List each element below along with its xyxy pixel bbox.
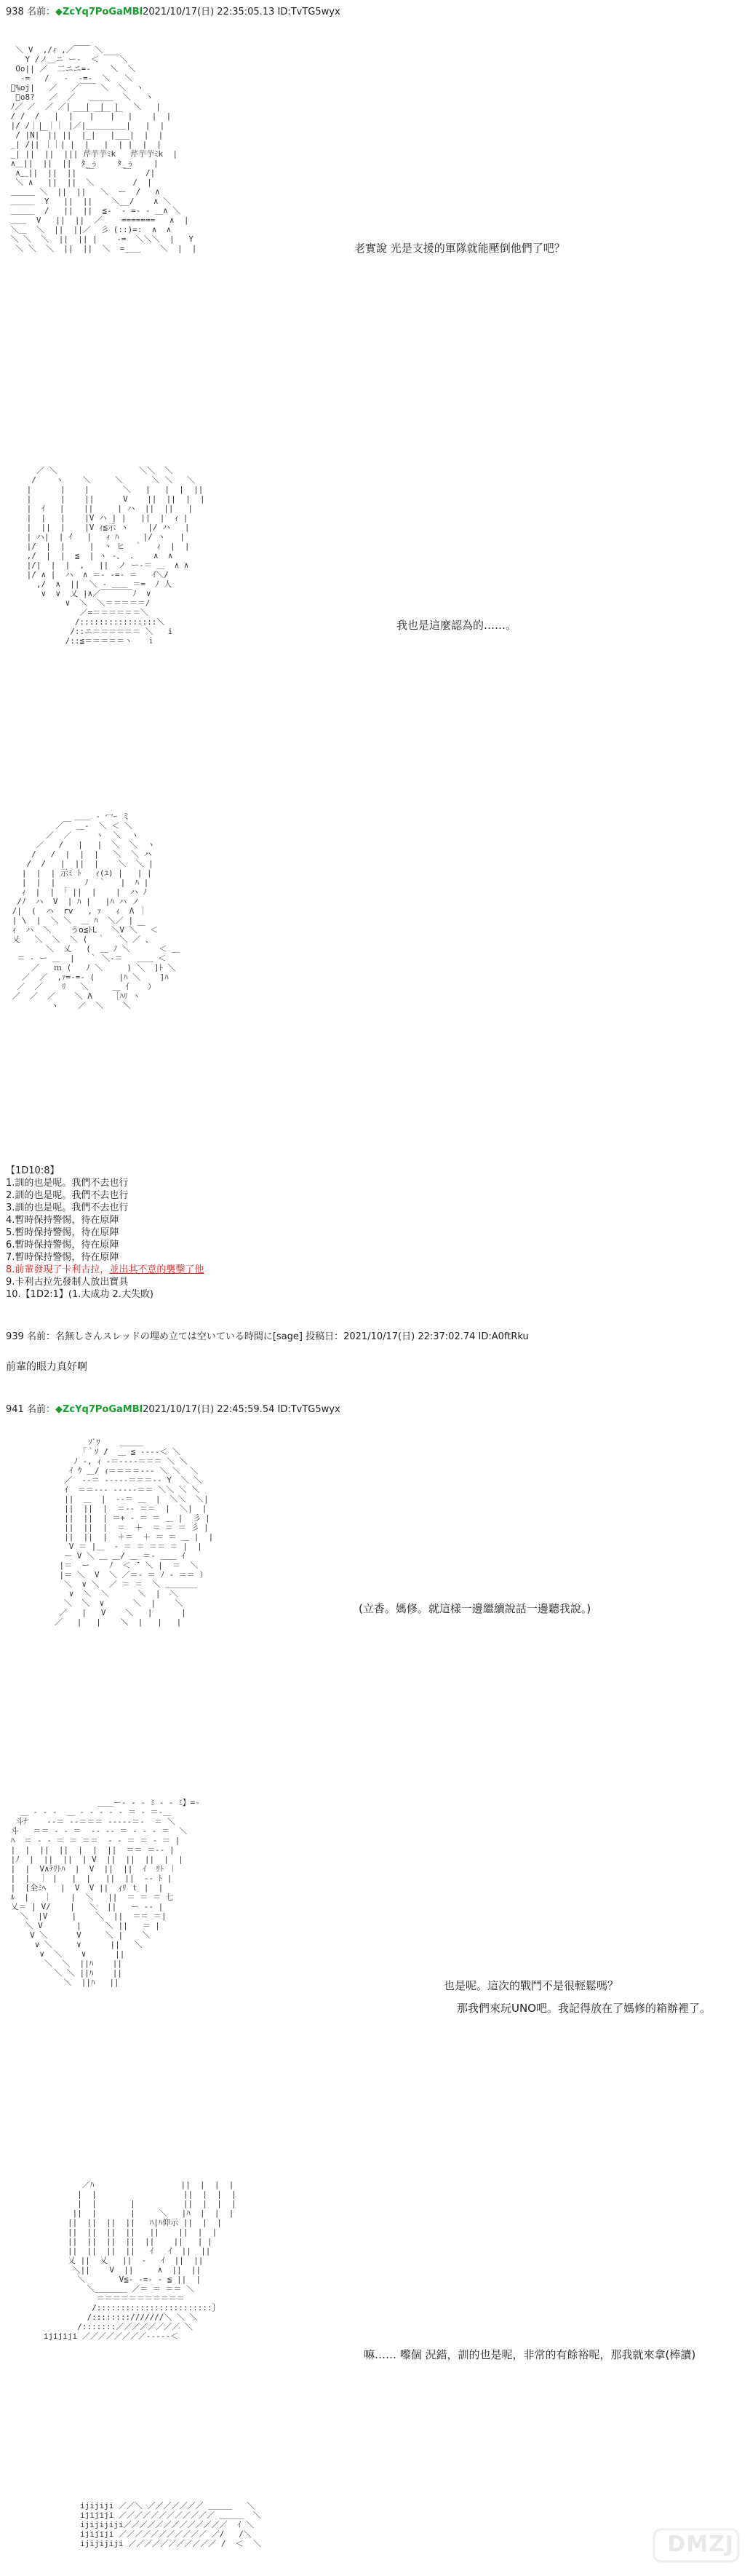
dialogue-line: 老實說 光是支援的軍隊就能壓倒他們了吧？ — [354, 242, 565, 255]
dialogue-line: (立香。媽修。就這樣一邊繼續說話一邊聽我說。) — [359, 1602, 591, 1615]
post-number[interactable]: 939 — [6, 1331, 24, 1342]
choice-item: 4.暫時保持警惕，待在原陣 — [6, 1215, 119, 1226]
ascii-art-panel-1: ＼ V ,/ｨ ,／￣￣ ＼ Y /ノ＿ニ ー‐ ＜ ￣￣＼ Oo|| ／ 二ニニ=‐ ＼ ＼ -= / ‐ ‐=‐ ＼ ＼ ﾞ%oj| ／ ／￣￣ ＼ ＼ ヽ ﾟo8? ／ ／ ＿＿＿ ＼ ヽ ﾉ／ ／ ／ ／| | | | ＼ | / / / | |￣￣|￣￣|￣ | | | |/ /｜| ｜｜ |／|＿＿＿＿＿| | | / |N|￣|| || |_| |___| | | _| /|| ｜｜| | | | | | | | _| || || ||| 芹芋芋ﾐk 芹芋芋ﾐk | ∧＿|| || || ﾀ_ぅ ﾀ_ぅ | ∧＿|| || || ￣ ￣ /| ＼ ∧ || || ＼ / | ＿＿＿ ＼ || || ＼ ー / ∧ ＿＿＿ Y || || ＼__/ ∧ ＼ ＿＿＿ / || || ≦‐ ‐ =‐ - ＿∧ ＼ ＿＿ V || || ／ ======= ∧ | ＼＿ ＼ || ||／ 彡 (::)=: ∧ ∧ ＼ ＼ ＼ || || | -= ＼＼＼ | Y ＼ ＼ ＼ || || ＼ =＿＿ ＼ | | — [6, 45, 197, 253]
name-label: 名前： — [26, 1331, 55, 1342]
choice-list — [6, 1165, 204, 1301]
post-meta: 2021/10/17(日) 22:35:05.13 ID:TvTG5wyx — [143, 7, 340, 17]
post-header-938 — [6, 6, 340, 19]
post-number[interactable]: 938 — [6, 7, 24, 17]
ascii-art-panel-5: ＿＿ー‐ ‐ ‐ ﾐ ‐ ‐ ﾐ】=‐ ＿ ‐ ‐ ‐ ＿ ‐ ‐ ‐ ‐ ‐ ＝ ‐ ＝‐＿ 斗ﾅ ‐‐＝ ‐‐＝＝＝ ‐‐‐‐‐＝‐ ＝ ＼ 斗 ＝＝ ‐ ‐ ＝ ‐‐ ‐‐ ＝ ‐ ‐ ‐ ＝ ＼ ﾊ ＝ ‐ ‐ ＝ ＝ ＝＝ ‐ ‐ ＝ ＝ ‐ ＝ | | | || || | | || ＝＝ ＝‐‐ | |ﾉ | || || | V || || || | | | | V∧ﾃﾘﾄﾊ | V || || ｲ ﾘﾄ ｜ | | ｜ | | | || || ‐‐ ﾄ | | [全ﾐﾍ | V V || ｨﾘ ｔ | | ﾙ | ｜ | ＼ || ＝ ＝ ＝ 七 乂＝ | V/ | ＼ || ー ‐‐ | ＼ |V | ＼ || ＝＝ ＝| ＼ V | ＼ || ＝ | V ＼ V ＼ | ＼ ∨ ＼ ∨ || ＼ ∨ ＼ ∨ || ＼ ＼ ||ﾊ || ＼ ＼ ||ﾊ || ＼ ||ﾊ || — [10, 1798, 200, 1987]
name-label: 名前： — [26, 7, 55, 17]
post-meta: 2021/10/17(日) 22:45:59.54 ID:TvTG5wyx — [143, 1404, 340, 1415]
choice-item: 3.訓的也是呢。我們不去也行 — [6, 1202, 129, 1213]
choice-roll-header: 【1D10:8】 — [6, 1165, 60, 1176]
dialogue-line: 那我們來玩UNO吧。我記得放在了媽修的箱辦裡了。 — [457, 2002, 711, 2015]
choice-item: 5.暫時保持警惕，待在原陣 — [6, 1227, 119, 1238]
choice-item: 10.【1D2:1】(1.大成功 2.大失敗) — [6, 1289, 153, 1300]
choice-item: 9.卡利古拉先發制人放出寶具 — [6, 1277, 129, 1288]
dialogue-line: 嘛…… 嚟個 況錯，訓的也是呢，非常的有餘裕呢，那我就來拿(棒讀) — [364, 2348, 696, 2361]
choice-item: 1.訓的也是呢。我們不去也行 — [6, 1178, 129, 1189]
ascii-art-panel-6: ／ﾊ || | | | | | || | | | | | | || | | | || | | ＼ |ﾊ | | | || || || || ﾊ|ﾊ仰示 || | | || || || || || || | | || || || || || || | | || || || || ｲ ｲ || || 乂 || 乂 || ‐ ｲ || || ＼|| V || ∧ || || ＼ V≦‐ ‐=‐ ‐ ≦ || | ＼＿＿＿＿ ／＝ ＝ ＝＝ ＼ ＝＝＝＝＝＝＝＝＝＝＝ /::::::::::::::::::::::::｝ /::::::::///////＼ ＼ ＼ /:::::::／／／／／／／／ ＼ ijijiji ／／／／／／／／‐‐‐‐‐＜ — [43, 2180, 236, 2341]
choice-item-8-prefix: 8.前輩發現了卡利古拉， — [6, 1264, 110, 1275]
reply-text: 前輩的眼力真好啊 — [6, 1361, 87, 1373]
choice-item-selected — [6, 1264, 204, 1276]
choice-item: 2.訓的也是呢。我們不去也行 — [6, 1190, 129, 1201]
name-label: 名前： — [26, 1404, 55, 1415]
ascii-art-panel-2: ／ ＼ ＼＼ ＼ / ヽ ＼ ＼ ＼ ＼ ＼ | | | ＼ | | | || | | || V || || | | | ｲ | || | ハ || || | | | | |V ハ | | || | ｨ | | || | |V ｨ≦示 ヽ |/ ハ | | ハ| | ｲ | ｨ ﾊ |/ ヽ | |/ | | | ヽ ヒ ｀ ｨ | | ,/ | | ≦ | ヽ -、 . ∧ ∧ |/| | | , || ノ ー‐＝ ＿ ∧ ∧ |/ ∧ | ハ ∧ ＝‐ -=‐ ＝ ｲ＼/ ,/ ∧ || ＼ - ＿＿ ＝= ﾉ 人 ∨ ∨ 乂 |∧／￣￣￣￣ﾉ ∨ ∨ ＼ ＼＝＝＝＝＝/ ／=＝＝＝＝＝＝＼ /::::::::::::::::＼ /::ニ＝＝＝＝＝＝ ＼ i /::≦＝＝＝＝＝ヽ ｉ — [26, 466, 205, 646]
post-number[interactable]: 941 — [6, 1404, 24, 1415]
post-header-941 — [6, 1403, 340, 1416]
site-logo-text: DMZJ — [667, 2532, 734, 2557]
choice-item-8-suffix: 並出其不意的襲擊了他 — [109, 1264, 204, 1275]
choice-item: 6.暫時保持警惕，待在原陣 — [6, 1240, 119, 1251]
post-header-939 — [6, 1331, 529, 1344]
choice-item: 7.暫時保持警惕，待在原陣 — [6, 1252, 119, 1263]
tripcode: ◆ZcYq7PoGaMBl — [55, 7, 143, 17]
dialogue-line: 我也是這麼認為的……。 — [396, 619, 517, 632]
post-meta: 名無しさんスレッドの埋め立ては空いている時間に[sage] 投稿日：2021/10/17(日) 22:37:02.74 ID:A0ftRku — [55, 1331, 529, 1342]
ascii-art-panel-6-bottom: ijijiji ／／＼ ／／／／／／／ ＿＿＿ ＼ ijijiji ／／／／／／／／／／／／ ＿＿＿ ＼ ijijijiji／／／／／／／／／／／／／ ｲ ＼ ijijiji ／／／／／／／／／／／ ／/ /＼ ijijijiji ／／／／／／／／／／／ / ＜ ＼ — [80, 2501, 261, 2548]
tripcode: ◆ZcYq7PoGaMBl — [55, 1404, 143, 1415]
ascii-art-panel-3: ＿＿ ‐ 冖ｰ ミ ／￣ ＿‐ ＼ ＜ ＼ ／ ／ ヽ ＼ ヽ ／ / | | ＼ ＼ ヽ / / | | | ＼ ＼ ハ / / | || | ＼ ＼ | | | | 示ﾐ ﾄ ｨ(ﾕ) | | | | | | ﾉ ｀ | ﾊ | ｨ | | 「 || | | ハ ﾉ /ﾉ ハ V | ﾊ | |ﾊ ハ ノ /| ( ハ rv , ｧ ｨ Λ ｜ | \ | ＼ ＼ ＿ ﾊ ＼／ | ｨ ハ ＼ うo≦ﾄL ＼V ＼￣ ＜ 乂 ＼ ＼ ＼ ( ｀ ＼ ／ 、 ＼ 乂 ( ＿ ﾉ ＼ ＜ ＿ ＝ ‐ ー ＿ | ｀ ＼‐＝ ＿＿ ＜ ／ ｍ ( ﾉ ＼ ) ＼ ]ﾄ ＼ ／ ／ ,ｧ=-=‐ ( |ﾊ ＼ ]ﾊ ／ ／ ﾘ ＼ ＿ 亻 ） ／ ／ ／ ＼ Λ ［ﾊﾘ ヽ ヽ ／ ＼ ＼ — [12, 812, 180, 1010]
ascii-art-panel-4: ｿﾞﾜ ＿＿＿ 「｀ｿ / ＿ ≦ ‐‐‐‐＜ ＼ ﾉ ‐, ｨ ‐＝‐‐‐‐＝＝＝ ＼ ＼ ｲ ｳ ＿/ ｨ＝＝＝＝‐‐‐ ＼ ＼ ＼ ／ ‐‐＝ ‐‐‐‐‐＝＝＝‐‐ Y ＼ ＼ ｲ ＝＝‐‐‐ ‐‐‐‐‐＝＝ ＼＼ ＼ ＼ || ＿ | ‐‐＝ ＿ | ＼＼ ＼| || || | ＝‐‐ ＝＝ | ＼| | || || | ＝+ ‐ ＝ ＝ ＿ | 彡 | || || | ＝ ＋ ＝ ＝ ＝ 彡 | || || | ＋＝ ＋ ＝ ＝ ＿ | | V ＝ |＿ ‐ ＝ ＝ ＝＝ ＝ | | ー V ＼ ＿ ＿/ ＿ ＝‐ ＿＿ ｲ |＝ ー ﾉ ＜ ¨ ＼ | ＝ ＼ |＝ ＼ V ＼ ／＝‐ ＝ ﾉ ‐ ＝＝ ） ＼ ∨ ＼ ／ ＝ ＝ ＼ ＿＿＿＿ ∨ ＼ ＼ ＼ | ＼ ＼ ＼ ∨ ＼ | ＼ ／ | V ＼ | | ／ | | ＼ | | | — [54, 1438, 214, 1627]
dialogue-line: 也是呢。這次的戰鬥不是很輕鬆嗎？ — [444, 1979, 619, 1992]
